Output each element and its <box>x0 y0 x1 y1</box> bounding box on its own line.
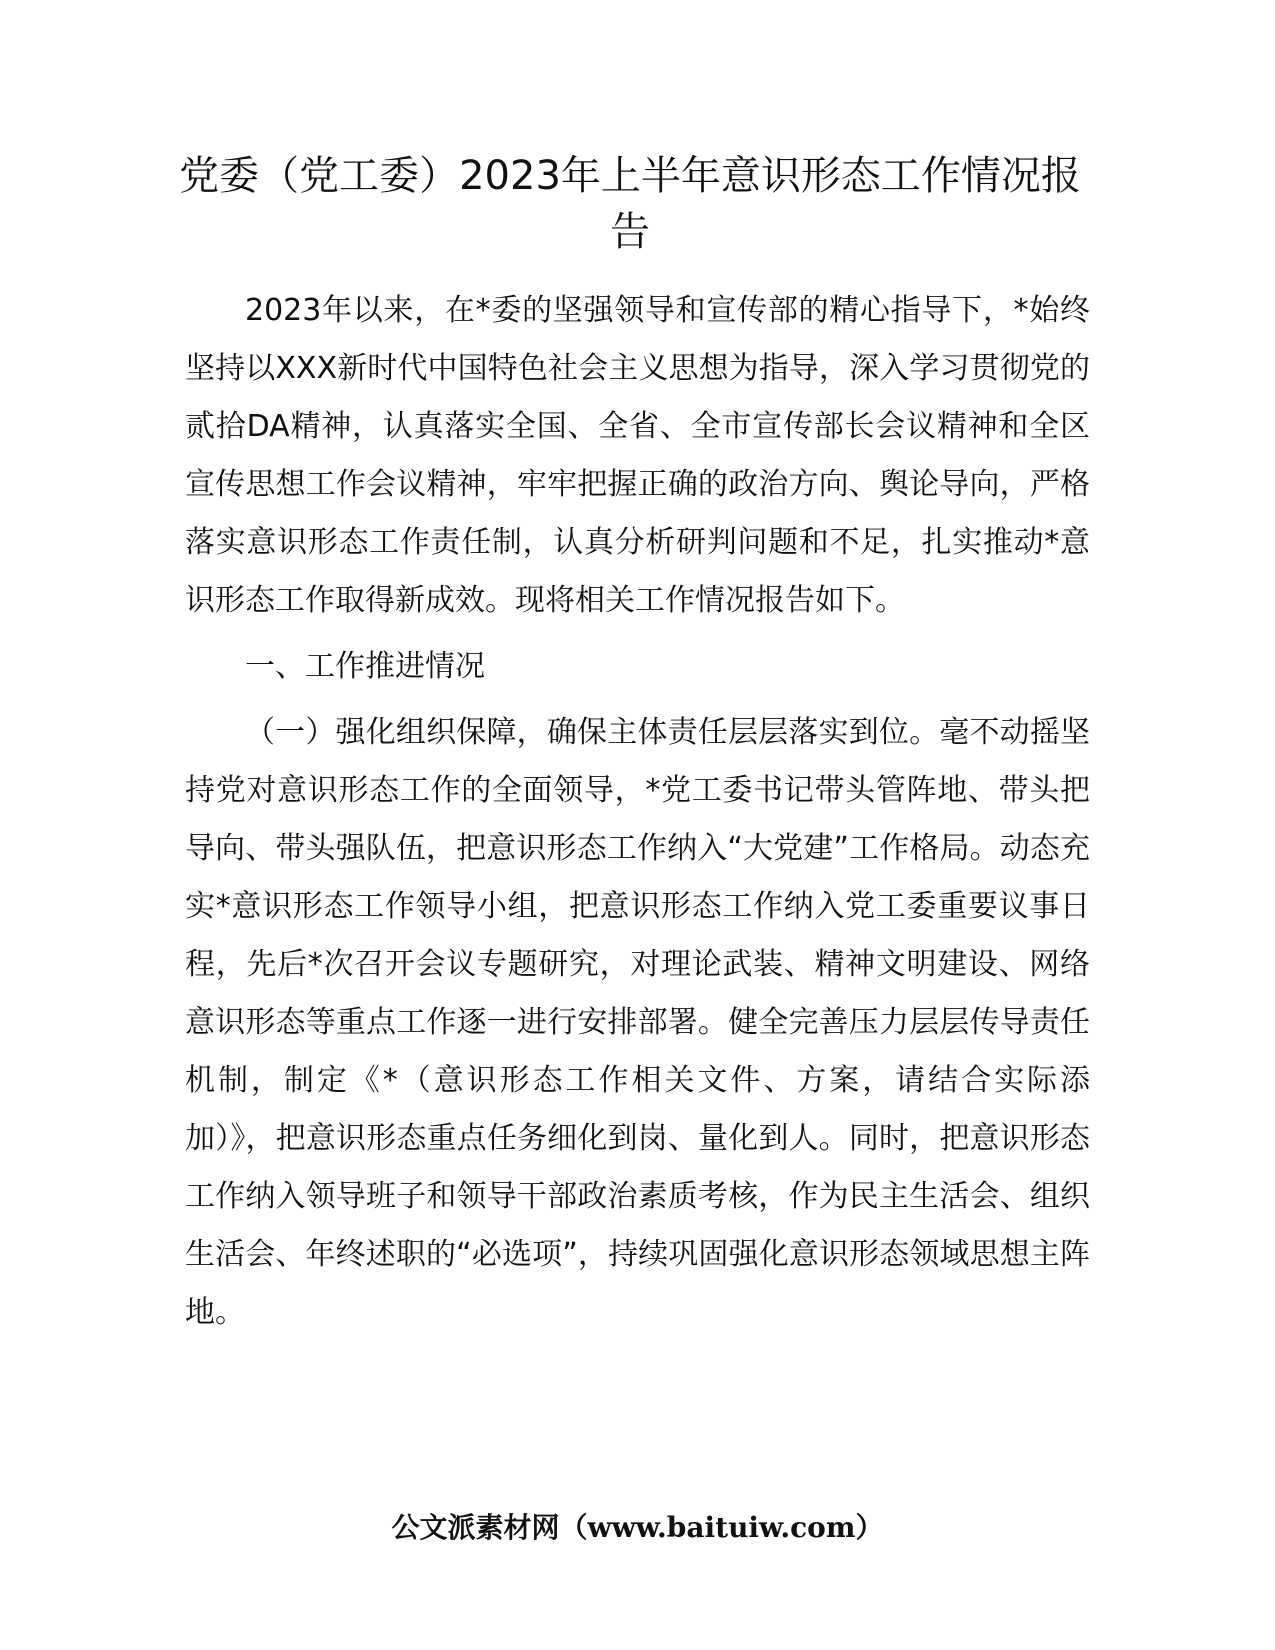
section-heading: 一、工作推进情况 <box>245 649 485 684</box>
document-body <box>185 282 1090 1350</box>
intro-paragraph: 2023年以来，在*委的坚强领导和宣传部的精心指导下，*始终坚持以XXX新时代中国特色社会主义思想为指导，深入学习贯彻党的贰拾DA精神，认真落实全国、全省、全市宣传部长会议精神和全区宣传思想工作会议精神，牢牢把握正确的政治方向、舆论导向，严格落实意识形态工作责任制，认真分析研判问题和不足，扎实推动*意识形态工作取得新成效。现将相关工作情况报告如下。 <box>185 293 1090 618</box>
footer-watermark: 公文派素材网（www.baituiw.com） <box>391 1511 884 1544</box>
document-title: 党委（党工委）2023年上半年意识形态工作情况报告 <box>179 153 1081 255</box>
section-paragraph: （一）强化组织保障，确保主体责任层层落实到位。毫不动摇坚持党对意识形态工作的全面领导，*党工委书记带头管阵地、带头把导向、带头强队伍，把意识形态工作纳入“大党建”工作格局。动态充实*意识形态工作领导小组，把意识形态工作纳入党工委重要议事日程，先后*次召开会议专题研究，对理论武装、精神文明建设、网络意识形态等重点工作逐一进行安排部署。健全完善压力层层传导责任机制，制定《*（意识形态工作相关文件、方案，请结合实际添加）》，把意识形态重点任务细化到岗、量化到人。同时，把意识形态工作纳入领导班子和领导干部政治素质考核，作为民主生活会、组织生活会、年终述职的“必选项”，持续巩固强化意识形态领域思想主阵地。 <box>185 715 1090 1330</box>
